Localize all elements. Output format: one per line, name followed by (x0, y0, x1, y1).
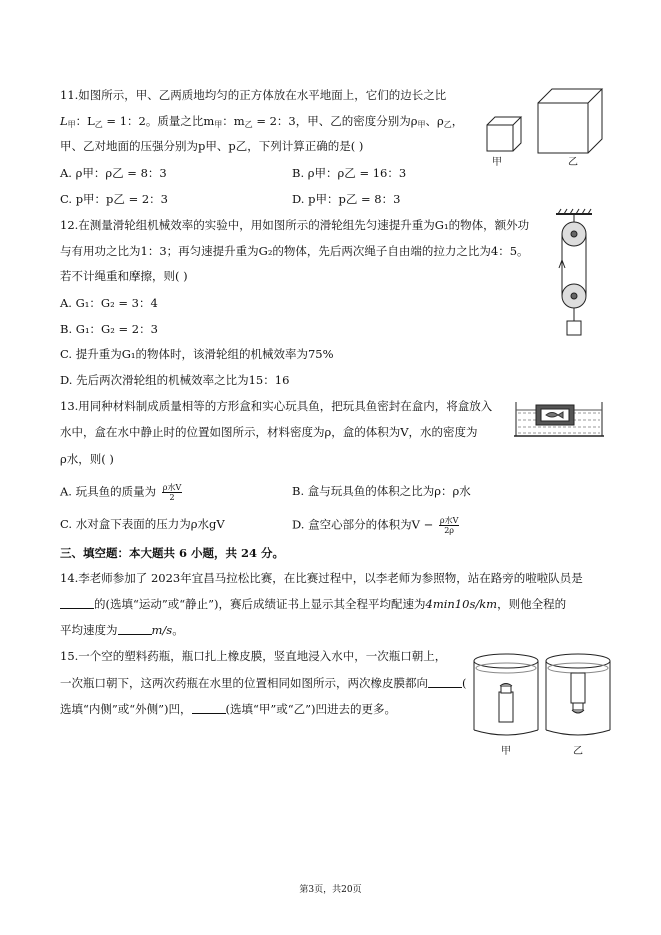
q13-line1: 13.用同种材料制成质量相等的方形盒和实心玩具鱼，把玩具鱼密封在盒内，将盒放入 (60, 399, 493, 413)
box-in-water-figure (514, 398, 604, 443)
q13-option-a: A. 玩具鱼的质量为 ρ水V 2 (60, 483, 182, 502)
q11-line3: 甲、乙对地面的压强分别为p甲、p乙，下列计算正确的是( ) (60, 139, 364, 153)
q13-option-b: B. 盒与玩具鱼的体积之比为ρ：ρ水 (292, 484, 471, 498)
q11-option-a: A. ρ甲：ρ乙 = 8：3 (60, 166, 167, 180)
cube-label-jia: 甲 (492, 157, 502, 168)
q11-line2: $L_甲$：$L_乙 = 1$：2。质量之比$m_甲$：$m_乙 = 2$：3，甲、乙的密度分别为$\rho_甲$、$\rho_乙$， (60, 114, 464, 129)
q14-line3: 平均速度为 m/s。 (60, 623, 184, 637)
q15-blank-1[interactable] (428, 676, 462, 688)
q12-option-d: D. 先后两次滑轮组的机械效率之比为15：16 (60, 373, 290, 387)
q13-option-d: D. 盒空心部分的体积为V − ρ水V 2ρ (292, 516, 459, 535)
q12-option-a: A. G₁：G₂ = 3：4 (60, 296, 158, 310)
beaker-label-yi: 乙 (573, 746, 583, 757)
q11-line1: 11.如图所示，甲、乙两质地均匀的正方体放在水平地面上，它们的边长之比 (60, 88, 447, 102)
q11-option-b: B. ρ甲：ρ乙 = 16：3 (292, 166, 407, 180)
q14-blank-2[interactable] (118, 623, 152, 635)
q15-line3: 选填“内侧”或“外侧”)凹， (选填“甲”或“乙”)凹进去的更多。 (60, 702, 397, 716)
beakers-figure (470, 648, 620, 743)
cube-label-yi: 乙 (568, 157, 578, 168)
q12-line3: 若不计绳重和摩擦，则( ) (60, 269, 188, 283)
q12-line1: 12.在测量滑轮组机械效率的实验中，用如图所示的滑轮组先匀速提升重为G₁的物体，额外功 (60, 218, 530, 232)
q11-option-d: D. p甲：p乙 = 8：3 (292, 192, 401, 206)
q12-option-b: B. G₁：G₂ = 2：3 (60, 322, 158, 336)
q13-optD-denominator: 2ρ (444, 526, 455, 535)
q13-optA-denominator: 2 (169, 493, 175, 502)
q15-blank-2[interactable] (192, 702, 226, 714)
pulley-figure (548, 208, 598, 343)
q13-line2: 水中，盒在水中静止时的位置如图所示，材料密度为ρ，盒的体积为V，水的密度为 (60, 425, 478, 439)
q14-line1: 14.李老师参加了 2023年宜昌马拉松比赛，在比赛过程中，以李老师为参照物，站在路旁的啦啦队员是 (60, 571, 583, 585)
q15-line1: 15.一个空的塑料药瓶，瓶口扎上橡皮膜，竖直地浸入水中，一次瓶口朝上， (60, 649, 447, 663)
q11-option-c: C. p甲：p乙 = 2：3 (60, 192, 169, 206)
q13-optD-numerator: ρ水V (439, 516, 459, 525)
q12-line2: 与有用功之比为1：3；再匀速提升重为G₂的物体，先后两次绳子自由端的拉力之比为4：5。 (60, 244, 529, 258)
q13-optA-numerator: ρ水V (162, 483, 182, 492)
q14-line2: 的(选填“运动”或“静止”)，赛后成绩证书上显示其全程平均配速为4min10s/km，则他全程的 (60, 596, 566, 612)
page-footer: 第3页，共20页 (299, 885, 362, 895)
beaker-label-jia: 甲 (501, 746, 511, 757)
q14-blank-1[interactable] (60, 597, 94, 609)
q12-option-c: C. 提升重为G₁的物体时，该滑轮组的机械效率为75% (60, 347, 334, 361)
q13-line3: ρ水，则( ) (60, 452, 114, 466)
section3-heading: 三、填空题：本大题共 6 小题，共 24 分。 (60, 546, 285, 560)
q13-option-c: C. 水对盒下表面的压力为ρ水gV (60, 517, 225, 531)
q15-line2: 一次瓶口朝下，这两次药瓶在水里的位置相同如图所示，两次橡皮膜都向 ( (60, 676, 467, 690)
